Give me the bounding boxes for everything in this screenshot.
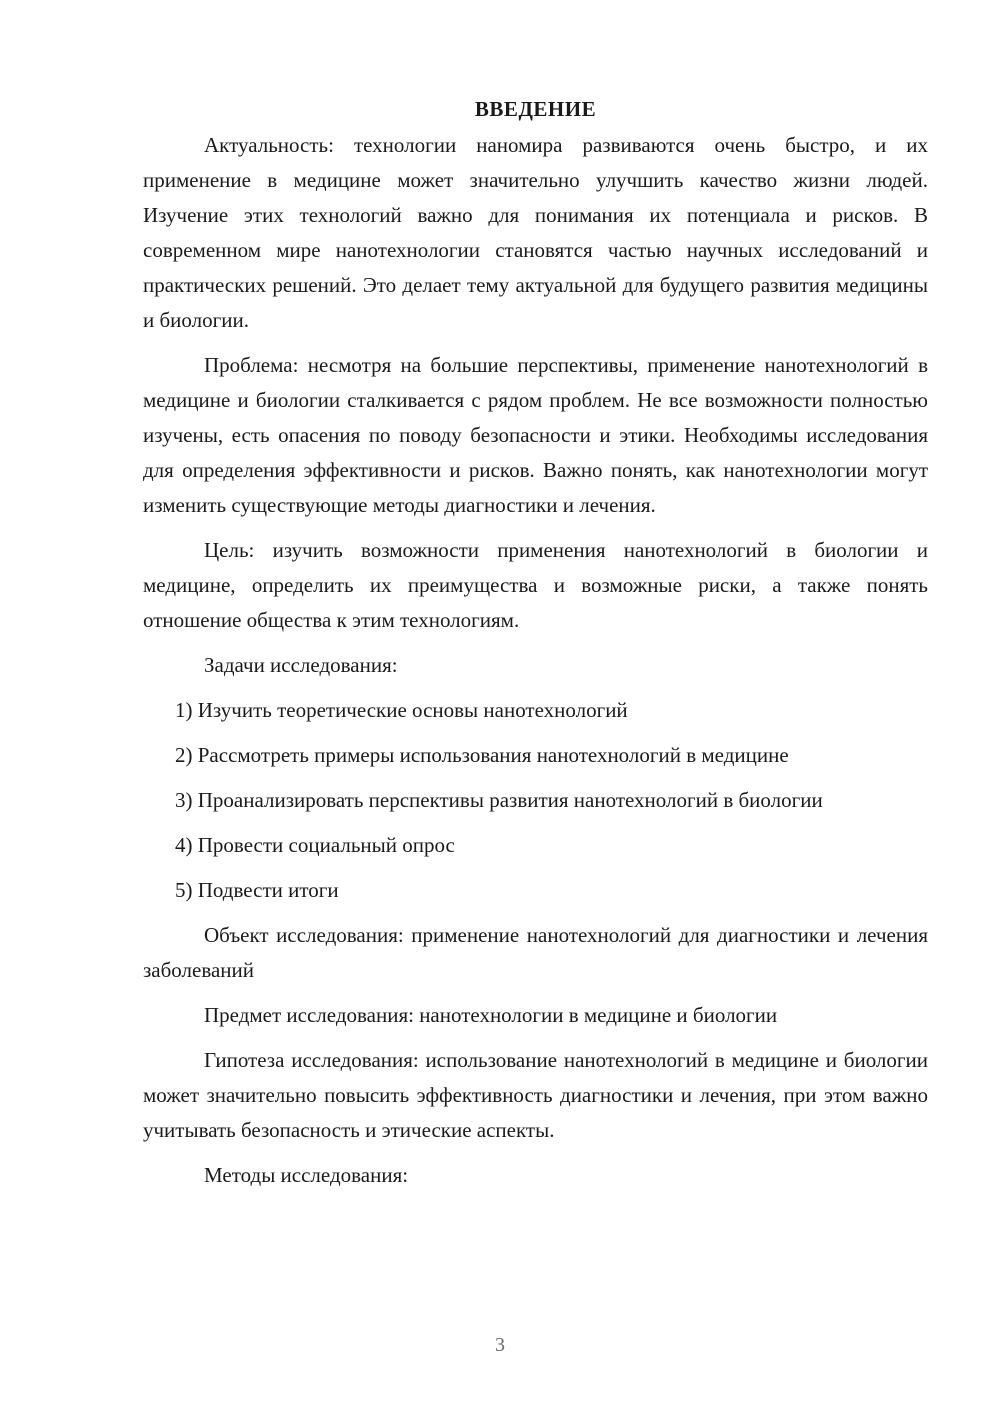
goal-paragraph: Цель: изучить возможности применения нанотехнологий в биологии и медицине, определить их преимущества и возможные риски, а также понять отношение общества к этим технологиям. — [143, 538, 928, 632]
page-number: 3 — [495, 1334, 505, 1356]
tasks-heading: Задачи исследования: — [204, 653, 398, 677]
problem-paragraph: Проблема: несмотря на большие перспективы, применение нанотехнологий в медицине и биологии сталкивается с рядом проблем. Не все возможности полностью изучены, есть опасения по поводу безопасности и этики. Необходимы исследования для определения эффективности и рисков. Важно понять, как нанотехнологии могут изменить существующие методы диагностики и лечения. — [143, 353, 928, 517]
task-item-3: 3) Проанализировать перспективы развития нанотехнологий в биологии — [175, 788, 823, 812]
task-item-2: 2) Рассмотреть примеры использования нанотехнологий в медицине — [175, 743, 789, 767]
relevance-paragraph: Актуальность: технологии наномира развиваются очень быстро, и их применение в медицине может значительно улучшить качество жизни людей. Изучение этих технологий важно для понимания их потенциала и рисков. В современном мире нанотехнологии становятся частью научных исследований и практических решений. Это делает тему актуальной для будущего развития медицины и биологии. — [143, 133, 928, 332]
document-page — [143, 92, 928, 1203]
subject-paragraph: Предмет исследования: нанотехнологии в медицине и биологии — [204, 1003, 778, 1027]
task-item-4: 4) Провести социальный опрос — [175, 833, 455, 857]
section-heading: ВВЕДЕНИЕ — [474, 97, 597, 121]
task-item-5: 5) Подвести итоги — [175, 878, 339, 902]
hypothesis-paragraph: Гипотеза исследования: использование нанотехнологий в медицине и биологии может значительно повысить эффективность диагностики и лечения, при этом важно учитывать безопасность и этические аспекты. — [143, 1048, 928, 1142]
object-paragraph: Объект исследования: применение нанотехнологий для диагностики и лечения заболеваний — [143, 923, 928, 982]
methods-paragraph: Методы исследования: — [204, 1163, 409, 1187]
task-item-1: 1) Изучить теоретические основы нанотехнологий — [175, 698, 628, 722]
